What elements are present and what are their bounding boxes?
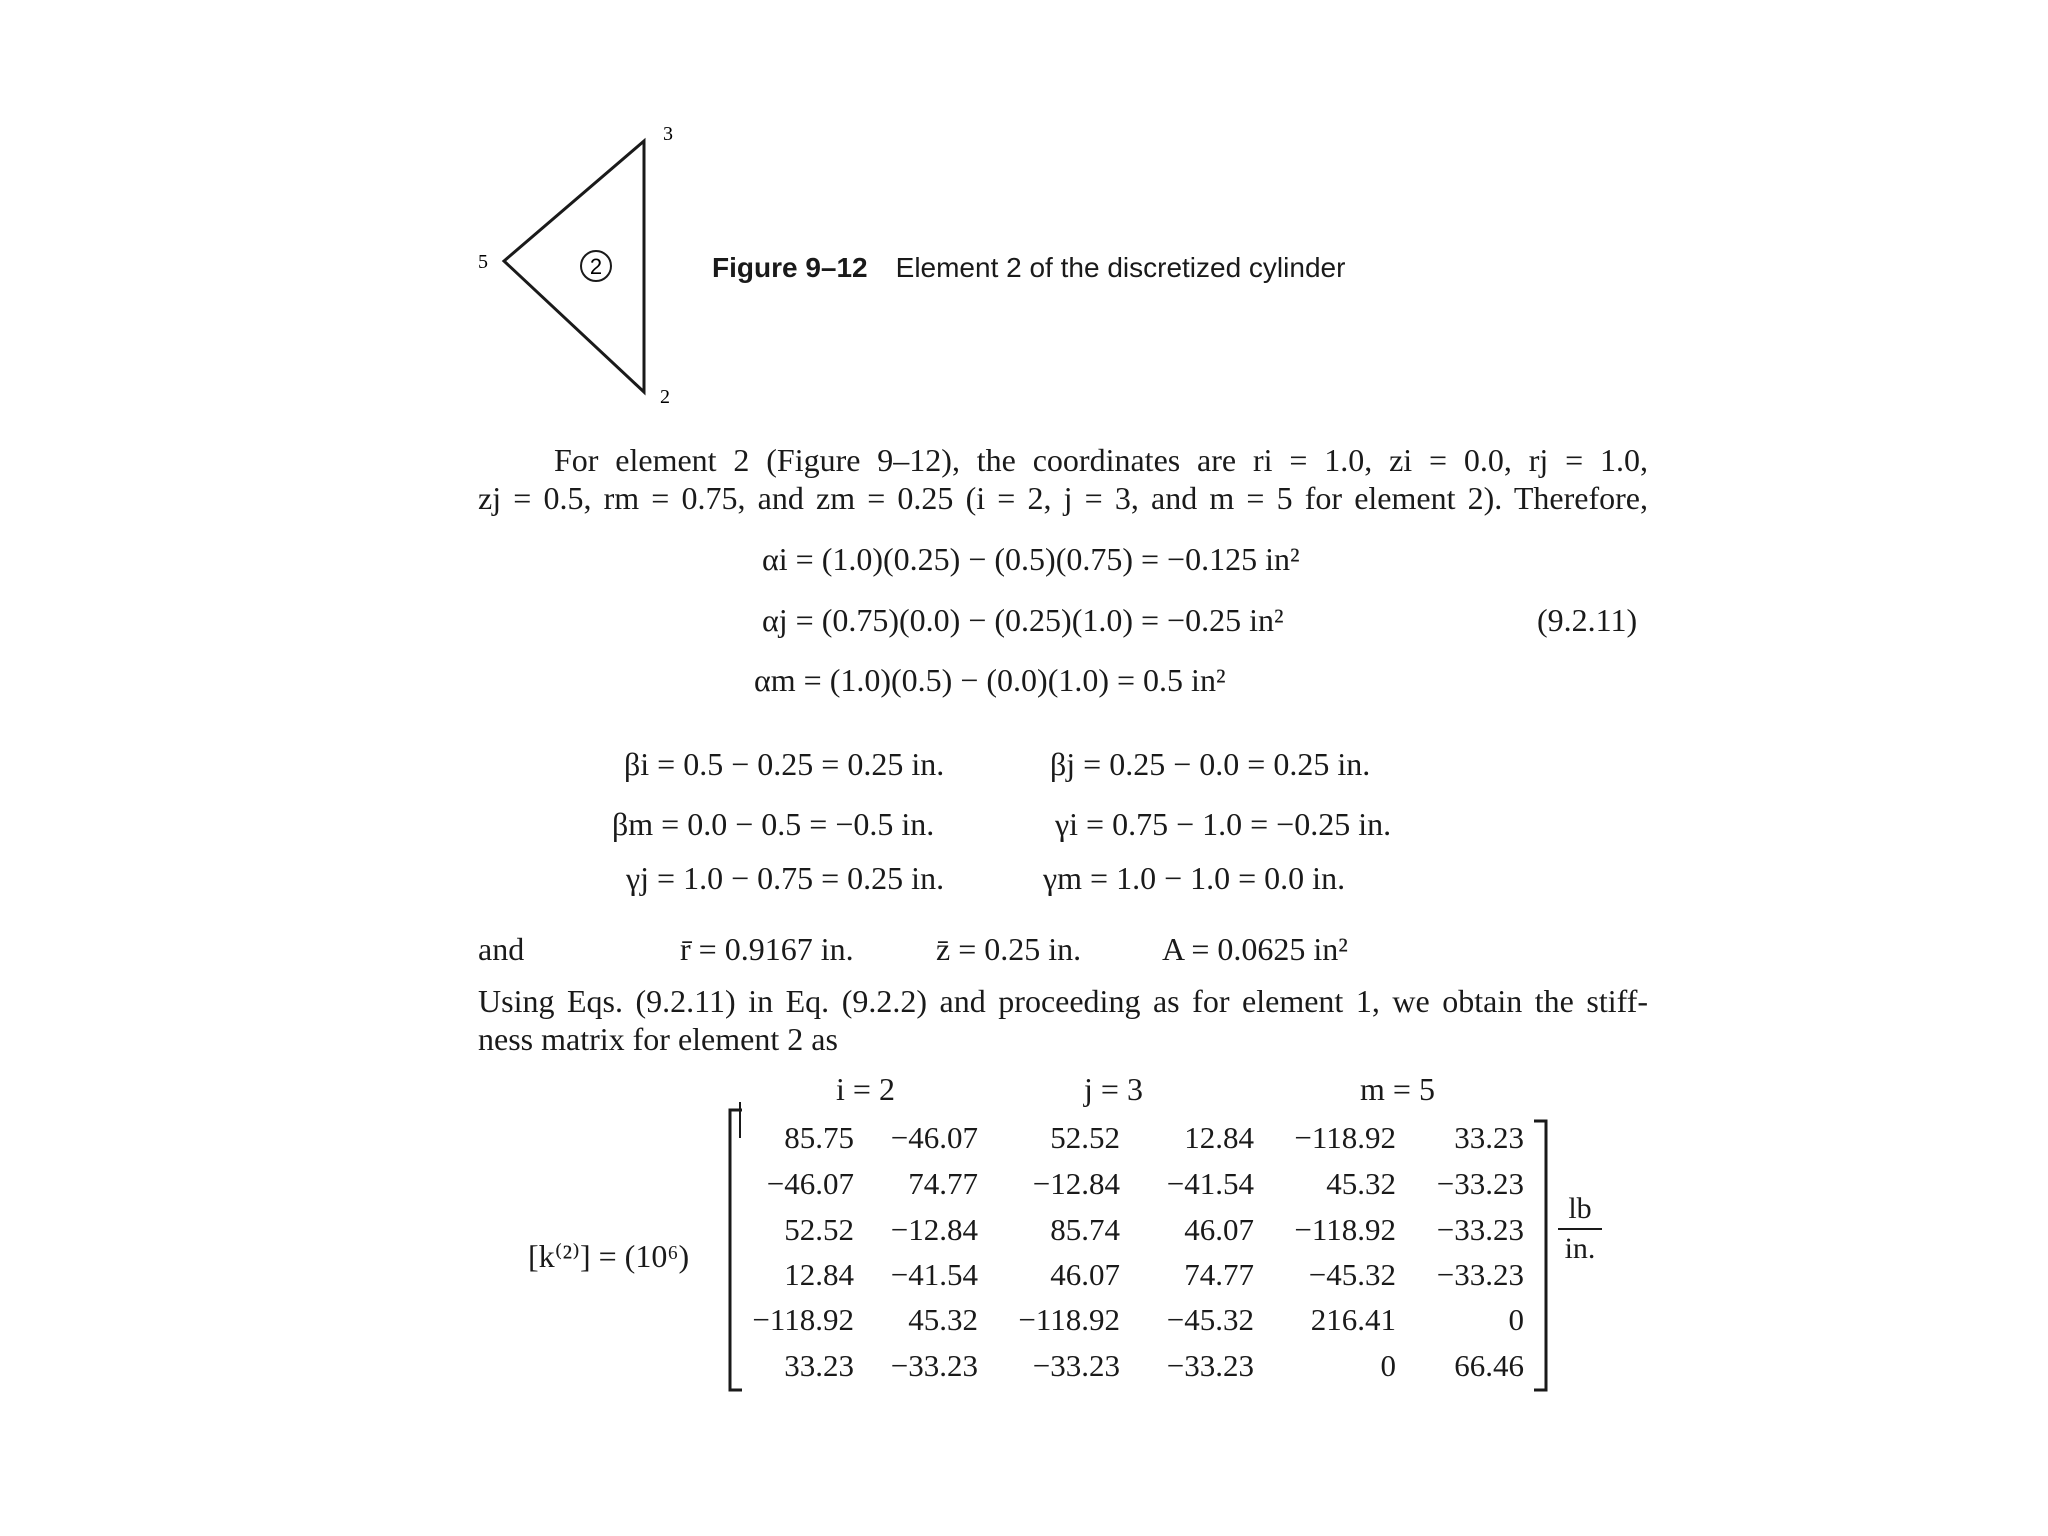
matrix-cell-r3-c5: −118.92	[1294, 1212, 1396, 1247]
matrix-cell-r5-c4: −45.32	[1166, 1302, 1254, 1337]
matrix-cell-r2-c4: −41.54	[1166, 1166, 1254, 1201]
element-2-triangle-figure	[470, 120, 690, 410]
matrix-cell-r4-c2: −41.54	[890, 1257, 978, 1292]
intro-paragraph-line-2: zj = 0.5, rm = 0.75, and zm = 0.25 (i = 2, j = 3, and m = 5 for element 2). Therefore,	[478, 480, 1648, 516]
matrix-cell-r1-c6: 33.23	[1454, 1120, 1524, 1155]
and-word: and	[478, 931, 525, 967]
matrix-cell-r6-c4: −33.23	[1166, 1348, 1254, 1383]
matrix-cell-r5-c2: 45.32	[908, 1302, 978, 1337]
element-number-label: 2	[589, 254, 603, 279]
matrix-cell-r3-c1: 52.52	[784, 1212, 854, 1247]
gamma-m-equation: γm = 1.0 − 1.0 = 0.0 in.	[1043, 860, 1346, 896]
matrix-cell-r1-c2: −46.07	[890, 1120, 978, 1155]
matrix-cell-r5-c5: 216.41	[1310, 1302, 1396, 1337]
matrix-cell-r6-c1: 33.23	[784, 1348, 854, 1383]
beta-j-equation: βj = 0.25 − 0.0 = 0.25 in.	[1050, 746, 1371, 782]
matrix-cell-r4-c6: −33.23	[1436, 1257, 1524, 1292]
matrix-cell-r5-c6: 0	[1508, 1302, 1524, 1337]
intro-paragraph-line-1: For element 2 (Figure 9–12), the coordinates are ri = 1.0, zi = 0.0, rj = 1.0,	[554, 442, 1648, 478]
matrix-cell-r3-c3: 85.74	[1050, 1212, 1120, 1247]
matrix-cell-r4-c5: −45.32	[1308, 1257, 1396, 1292]
figure-caption-label: Figure 9–12	[712, 252, 868, 283]
matrix-cell-r2-c5: 45.32	[1326, 1166, 1396, 1201]
matrix-cell-r3-c6: −33.23	[1436, 1212, 1524, 1247]
matrix-cell-r4-c4: 74.77	[1184, 1257, 1254, 1292]
node-label-top: 3	[663, 123, 673, 145]
alpha-m-equation: αm = (1.0)(0.5) − (0.0)(1.0) = 0.5 in²	[754, 662, 1226, 698]
matrix-cell-r1-c5: −118.92	[1294, 1120, 1396, 1155]
figure-caption-text: Element 2 of the discretized cylinder	[895, 252, 1346, 283]
column-group-m: m = 5	[1360, 1071, 1435, 1107]
beta-i-equation: βi = 0.5 − 0.25 = 0.25 in.	[624, 746, 945, 782]
matrix-cell-r3-c4: 46.07	[1184, 1212, 1254, 1247]
stiffness-matrix-label: [k⁽²⁾] = (10⁶)	[528, 1238, 690, 1274]
matrix-cell-r1-c4: 12.84	[1184, 1120, 1254, 1155]
equation-number: (9.2.11)	[1537, 602, 1638, 638]
matrix-cell-r6-c5: 0	[1380, 1348, 1396, 1383]
matrix-cell-r2-c6: −33.23	[1436, 1166, 1524, 1201]
matrix-cell-r6-c2: −33.23	[890, 1348, 978, 1383]
node-label-left: 5	[478, 251, 488, 273]
matrix-cell-r4-c1: 12.84	[784, 1257, 854, 1292]
intro-paragraph	[478, 441, 1648, 517]
column-group-i: i = 2	[836, 1071, 895, 1107]
matrix-units	[1558, 1192, 1602, 1266]
matrix-cell-r6-c6: 66.46	[1454, 1348, 1524, 1383]
node-label-bottom: 2	[660, 386, 670, 408]
matrix-cell-r2-c2: 74.77	[908, 1166, 978, 1201]
alpha-j-equation: αj = (0.75)(0.0) − (0.25)(1.0) = −0.25 in²	[762, 602, 1284, 638]
matrix-cell-r4-c3: 46.07	[1050, 1257, 1120, 1292]
matrix-intro-line-2: ness matrix for element 2 as	[478, 1021, 838, 1057]
matrix-cell-r5-c1: −118.92	[752, 1302, 854, 1337]
triangle-outline	[504, 141, 644, 392]
matrix-cell-r2-c1: −46.07	[766, 1166, 854, 1201]
gamma-j-equation: γj = 1.0 − 0.75 = 0.25 in.	[626, 860, 945, 896]
r-bar-value: r̄ = 0.9167 in.	[680, 931, 854, 967]
matrix-intro-line-1: Using Eqs. (9.2.11) in Eq. (9.2.2) and proceeding as for element 1, we obtain the stiff-	[478, 983, 1648, 1019]
gamma-i-equation: γi = 0.75 − 1.0 = −0.25 in.	[1055, 806, 1392, 842]
matrix-cell-r6-c3: −33.23	[1032, 1348, 1120, 1383]
matrix-cell-r1-c1: 85.75	[784, 1120, 854, 1155]
matrix-cell-r2-c3: −12.84	[1032, 1166, 1120, 1201]
matrix-cell-r1-c3: 52.52	[1050, 1120, 1120, 1155]
area-value: A = 0.0625 in²	[1162, 931, 1348, 967]
matrix-cell-r5-c3: −118.92	[1018, 1302, 1120, 1337]
units-numerator: lb	[1568, 1192, 1592, 1225]
stiffness-matrix-body	[720, 1120, 1540, 1400]
beta-m-equation: βm = 0.0 − 0.5 = −0.5 in.	[612, 806, 935, 842]
units-denominator: in.	[1564, 1232, 1596, 1265]
column-group-j: j = 3	[1084, 1071, 1143, 1107]
z-bar-value: z̄ = 0.25 in.	[936, 931, 1082, 967]
matrix-cell-r3-c2: −12.84	[890, 1212, 978, 1247]
alpha-i-equation: αi = (1.0)(0.25) − (0.5)(0.75) = −0.125 in²	[762, 541, 1300, 577]
figure-caption	[712, 252, 1345, 284]
matrix-intro-paragraph	[478, 982, 1648, 1058]
